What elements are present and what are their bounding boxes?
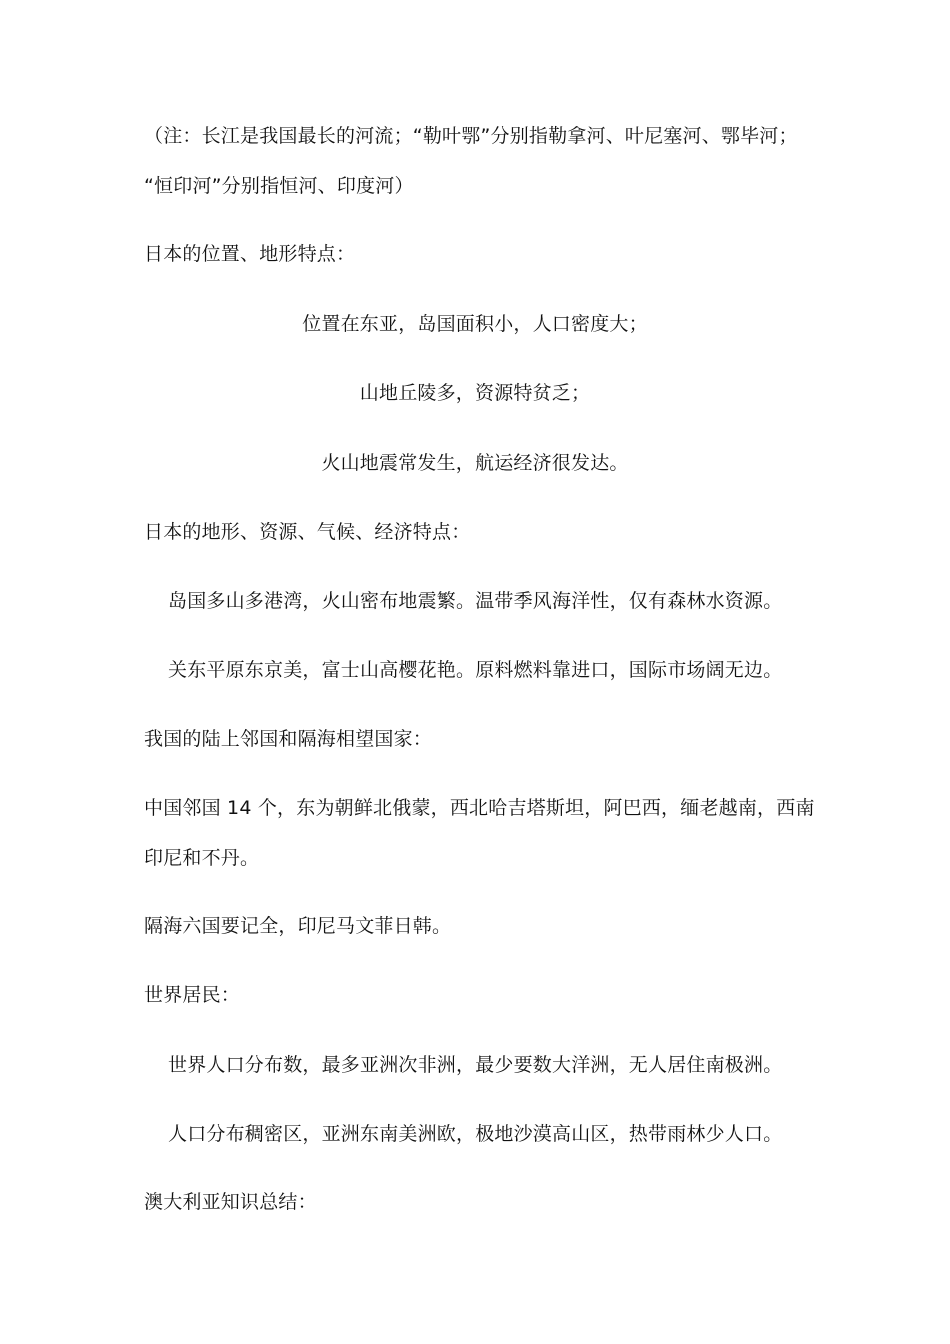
sea-neighbors-line: 隔海六国要记全，印尼马文菲日韩。 [144,915,452,937]
verse-line-3: 火山地震常发生，航运经济很发达。 [321,452,629,474]
note-line-2: “恒印河”分别指恒河、印度河） [144,175,414,197]
note-line-1: （注：长江是我国最长的河流；“勒叶鄂”分别指勒拿河、叶尼塞河、鄂毕河； [144,125,798,147]
neighbors-line-1: 中国邻国 14 个，东为朝鲜北俄蒙，西北哈吉塔斯坦，阿巴西，缅老越南，西南 [144,797,815,819]
verse-population-1: 世界人口分布数，最多亚洲次非洲，最少要数大洋洲，无人居住南极洲。 [168,1054,783,1076]
heading-neighbors: 我国的陆上邻国和隔海相望国家： [144,728,433,750]
verse-japan-2: 关东平原东京美，富士山高樱花艳。原料燃料靠进口，国际市场阔无边。 [168,659,783,681]
verse-population-2: 人口分布稠密区，亚洲东南美洲欧，极地沙漠高山区，热带雨林少人口。 [168,1123,783,1145]
verse-line-1: 位置在东亚，岛国面积小，人口密度大； [302,313,648,335]
heading-japan-location: 日本的位置、地形特点： [144,243,356,265]
neighbors-line-2: 印尼和不丹。 [144,847,260,869]
heading-australia: 澳大利亚知识总结： [144,1191,317,1213]
verse-line-2: 山地丘陵多，资源特贫乏； [359,382,591,404]
heading-world-population: 世界居民： [144,984,241,1006]
verse-japan-1: 岛国多山多港湾，火山密布地震繁。温带季风海洋性，仅有森林水资源。 [168,590,783,612]
heading-japan-features: 日本的地形、资源、气候、经济特点： [144,521,471,543]
